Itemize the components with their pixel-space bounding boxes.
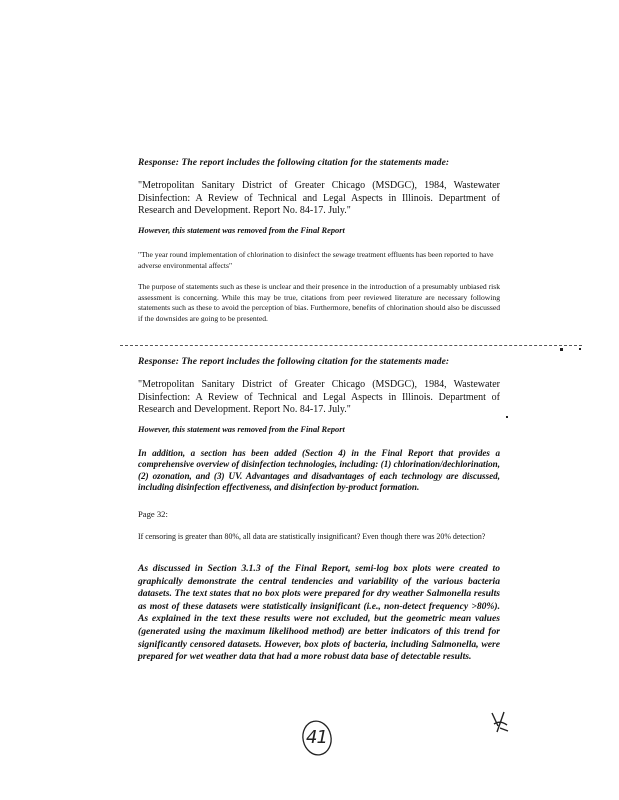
response-heading-2: Response: The report includes the following citation for the statements made: [138,357,450,367]
answer-paragraph: As discussed in Section 3.1.3 of the Final Report, semi-log box plots were created to graphically demonstrate the central tendencies and variability of the various bacteria datasets. The text states that no box plots were prepared for dry weather Salmonella results as most of these datasets were statistically insignificant (i.e., non-detect frequency >80%). As explained in the text these results were not excluded, but the geometric mean values (generated using the maximum likelihood method) are better indicators of this trend for significantly censored datasets. However, box plots of bacteria, including Salmonella, were prepared for wet weather data that had a more robust data base of detectable results. [138,563,500,663]
initials-scribble-icon [488,710,512,736]
quoted-statement: "The year round implementation of chlorination to disinfect the sewage treatment effluents has been reported to have adverse environmental affects" [138,250,494,270]
reviewer-comment: The purpose of statements such as these is unclear and their presence in the introduction of a presumably unbiased risk assessment is concerning. While this may be true, citations from peer reviewed literature are necessary following statements such as these to avoid the perception of bias. Furthermore, benefits of chlorination should also be discussed if the downsides are going to be presented. [138,282,500,323]
section-divider [120,345,582,346]
citation-1: "Metropolitan Sanitary District of Greater Chicago (MSDGC), 1984, Wastewater Disinfection: A Review of Technical and Legal Aspects in Illinois. Department of Research and Development. Report No. 84-17. July." [138,180,500,216]
handwritten-page-number [296,716,340,765]
citation-2: "Metropolitan Sanitary District of Greater Chicago (MSDGC), 1984, Wastewater Disinfection: A Review of Technical and Legal Aspects in Illinois. Department of Research and Development. Report No. 84-17. July." [138,379,500,415]
response-heading-1: Response: The report includes the following citation for the statements made: [138,158,450,168]
scan-speck [560,348,563,351]
page-number-text: 41 [306,727,327,748]
handwritten-initials [488,710,512,741]
removed-note-2: However, this statement was removed from the Final Report [138,425,345,434]
reviewer-question: If censoring is greater than 80%, all data are statistically insignificant? Even though there was 20% detection? [138,532,486,541]
scan-speck [579,348,581,350]
addition-response: In addition, a section has been added (Section 4) in the Final Report that provides a comprehensive overview of disinfection technologies, including: (1) chlorination/dechlorination, (2) ozonation, and (3) UV. Advantages and disadvantages of each technology are discussed, including disinfection effectiveness, and disinfection by-product formation. [138,448,500,493]
scan-speck [506,416,508,418]
removed-note-1: However, this statement was removed from the Final Report [138,226,345,235]
page-label: Page 32: [138,509,168,519]
